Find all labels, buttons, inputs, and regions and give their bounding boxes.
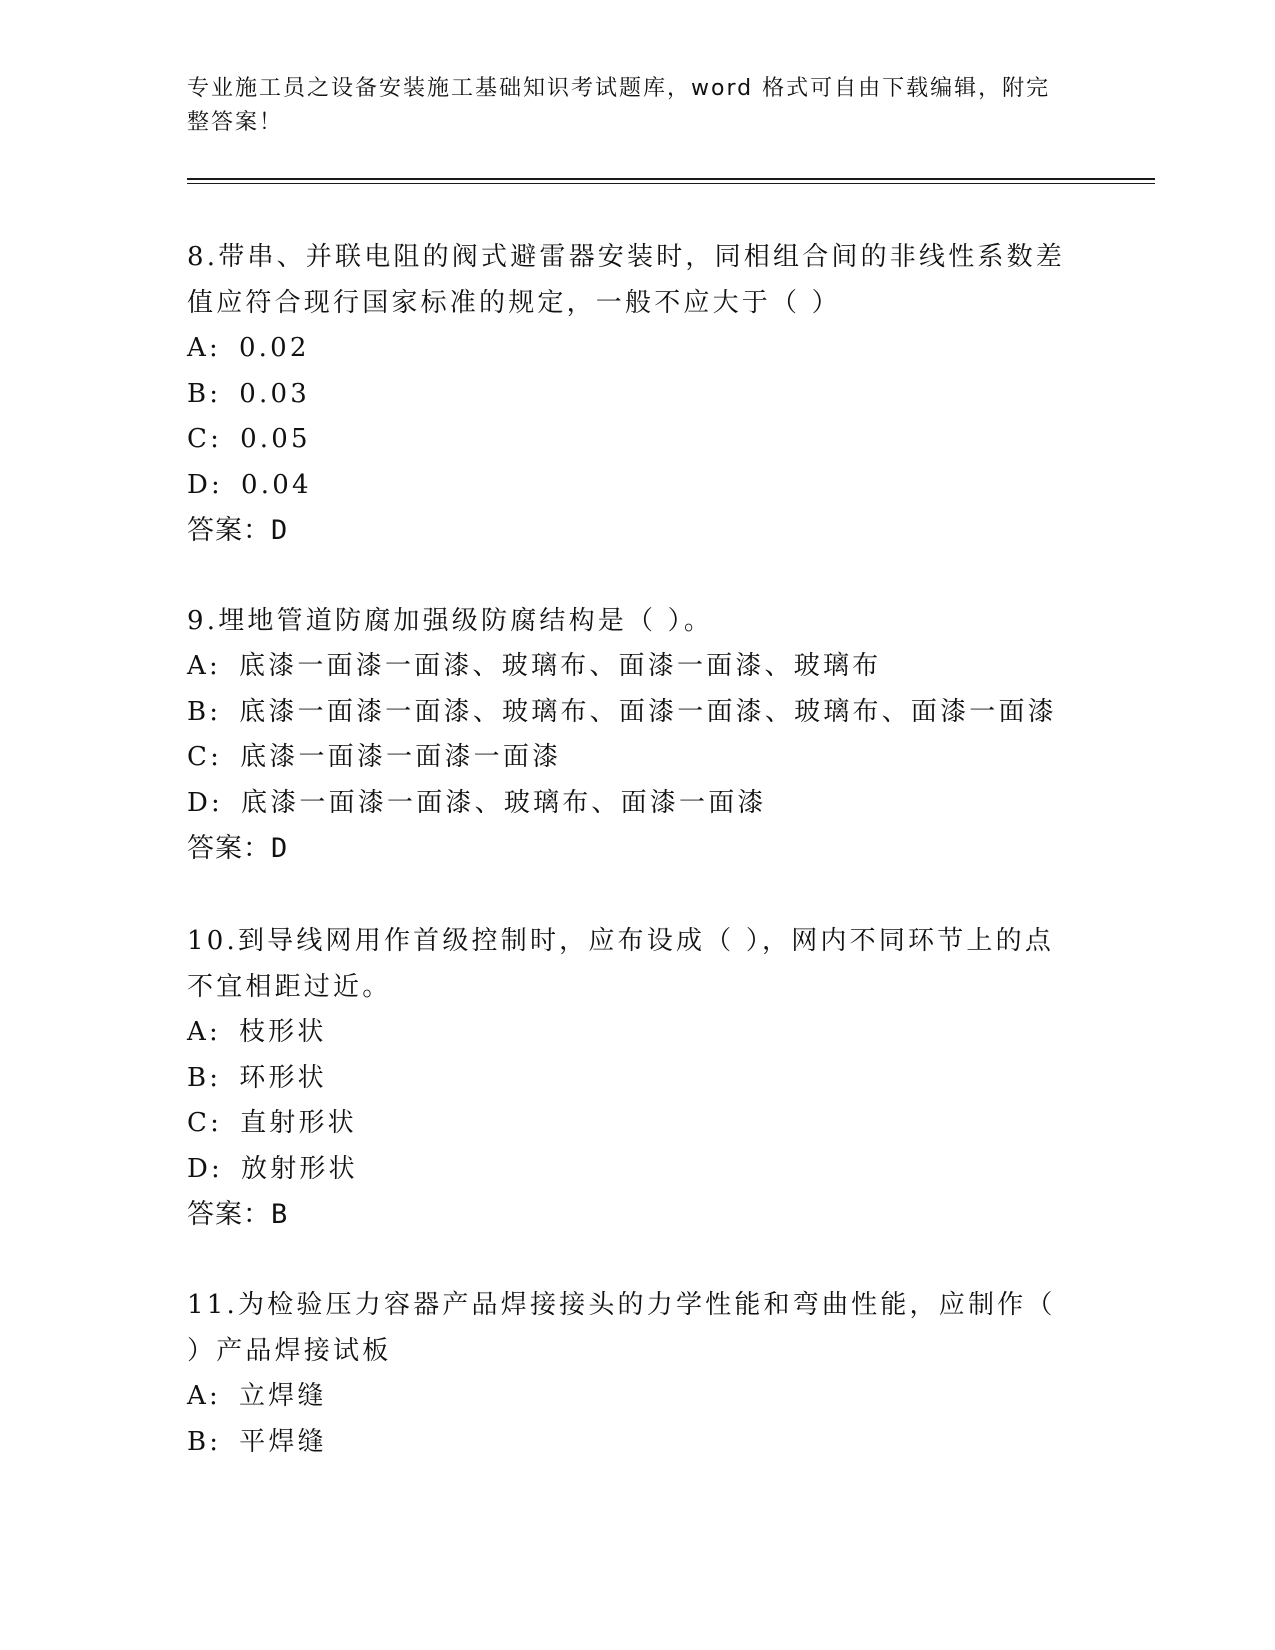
option-text: 0.02 (238, 333, 310, 363)
option-letter: A: (187, 1381, 221, 1411)
option-b (187, 372, 1067, 418)
option-text: 底漆一面漆一面漆、玻璃布、面漆一面漆 (241, 787, 767, 818)
option-c (187, 417, 1067, 463)
option-text: 0.05 (240, 424, 311, 454)
option-text: 枝形状 (238, 1017, 327, 1047)
answer-value: D (271, 833, 289, 864)
answer-line (187, 826, 1067, 872)
question-stem: 11.为检验压力容器产品焊接接头的力学性能和弯曲性能，应制作（ ）产品焊接试板 (187, 1290, 1056, 1366)
answer-value: D (271, 515, 289, 546)
option-letter: C: (187, 424, 223, 454)
option-text: 环形状 (239, 1062, 327, 1093)
option-letter: C: (187, 742, 223, 772)
option-letter: D: (187, 469, 224, 500)
option-d (187, 463, 1067, 509)
header-divider-thin (187, 183, 1155, 184)
question-9 (187, 598, 1067, 872)
option-letter: A: (187, 1017, 221, 1047)
answer-label: 答案： (187, 515, 271, 546)
option-b (187, 1420, 1067, 1466)
option-text: 底漆一面漆一面漆一面漆 (240, 742, 562, 772)
option-letter: B: (187, 378, 222, 409)
option-b (187, 690, 1067, 736)
question-11 (187, 1282, 1067, 1465)
option-text: 0.04 (241, 469, 312, 500)
option-text: 直射形状 (240, 1108, 357, 1138)
answer-value: B (271, 1199, 289, 1230)
document-header: 专业施工员之设备安装施工基础知识考试题库，word 格式可自由下载编辑，附完整答案！ (187, 76, 1051, 135)
option-text: 底漆一面漆一面漆、玻璃布、面漆一面漆、玻璃布、面漆一面漆 (239, 696, 1057, 727)
question-stem: 10.到导线网用作首级控制时，应布设成（ ），网内不同环节上的点不宜相距过近。 (187, 926, 1055, 1002)
header-divider-thick (187, 178, 1155, 180)
option-a (187, 326, 1067, 372)
option-a (187, 1010, 1067, 1056)
option-text: 平焊缝 (239, 1426, 327, 1457)
option-d (187, 781, 1067, 827)
answer-label: 答案： (187, 1199, 271, 1230)
answer-line (187, 508, 1067, 554)
option-c (187, 735, 1067, 781)
answer-label: 答案： (187, 833, 271, 864)
question-8 (187, 234, 1067, 554)
option-letter: C: (187, 1108, 223, 1138)
option-letter: B: (187, 1062, 222, 1093)
option-b (187, 1056, 1067, 1102)
option-text: 放射形状 (241, 1153, 358, 1184)
option-letter: B: (187, 696, 222, 727)
question-stem: 8.带串、并联电阻的阀式避雷器安装时，同相组合间的非线性系数差值应符合现行国家标准的规定，一般不应大于（ ） (187, 242, 1066, 318)
option-letter: A: (187, 651, 221, 681)
option-text: 底漆一面漆一面漆、玻璃布、面漆一面漆、玻璃布 (238, 651, 882, 681)
question-stem: 9.埋地管道防腐加强级防腐结构是（ ）。 (187, 606, 714, 636)
option-letter: A: (187, 333, 221, 363)
option-c (187, 1101, 1067, 1147)
option-letter: B: (187, 1426, 222, 1457)
option-text: 立焊缝 (238, 1381, 327, 1411)
option-letter: D: (187, 1153, 224, 1184)
option-a (187, 644, 1067, 690)
option-d (187, 1147, 1067, 1193)
option-letter: D: (187, 787, 224, 818)
option-text: 0.03 (239, 378, 310, 409)
answer-line (187, 1192, 1067, 1238)
question-10 (187, 918, 1067, 1238)
option-a (187, 1374, 1067, 1420)
